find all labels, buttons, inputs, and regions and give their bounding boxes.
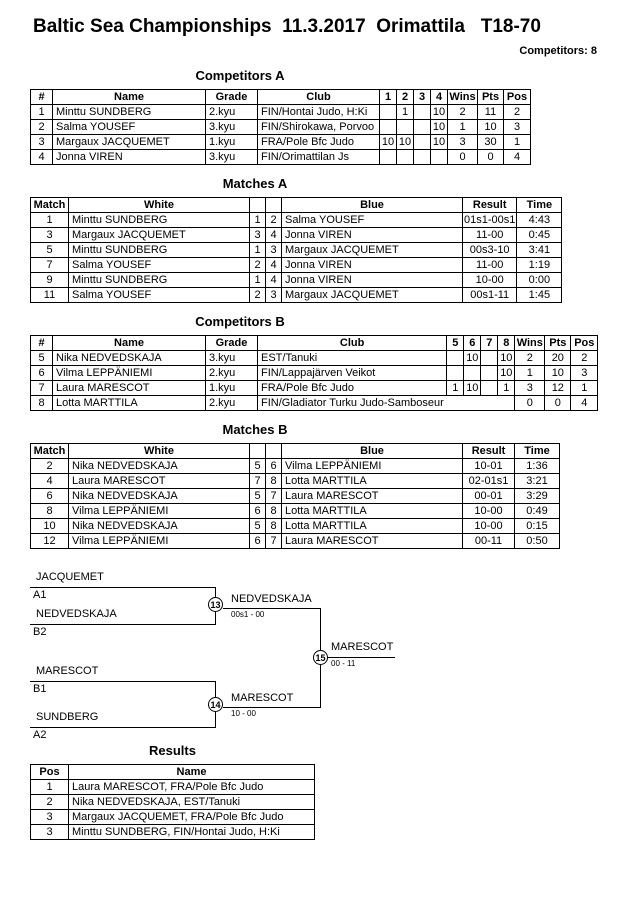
- col-header-wins: Wins: [516, 337, 543, 349]
- competitor-row: [31, 351, 598, 366]
- competitor-number: 8: [31, 396, 53, 411]
- competitor-grade: 3.kyu: [206, 351, 258, 366]
- competitor-name: Minttu SUNDBERG: [53, 105, 206, 120]
- competitor-grade: 3.kyu: [206, 150, 258, 165]
- score-vs-opp3: [414, 150, 431, 165]
- blue-competitor-number: 6: [266, 459, 282, 474]
- competitor-wins: 1: [515, 366, 545, 381]
- match-result: 01s1-00s1: [464, 214, 516, 226]
- matches-b-title: Matches B: [222, 422, 288, 437]
- blue-competitor-name: Salma YOUSEF: [282, 213, 463, 228]
- competitor-number: 2: [31, 120, 53, 135]
- result-competitor: Laura MARESCOT, FRA/Pole Bfc Judo: [69, 780, 315, 795]
- match-time: 4:43: [517, 213, 562, 228]
- competitor-row: [31, 135, 531, 150]
- competitor-pos: 2: [504, 105, 531, 120]
- score-vs-opp4: 10: [431, 120, 448, 135]
- match-time: 1:19: [517, 258, 562, 273]
- col-header-pts: Pts: [545, 336, 571, 351]
- blue-competitor-name: Lotta MARTTILA: [282, 474, 463, 489]
- score-vs-opp6: 10: [464, 381, 481, 396]
- match-row: [31, 213, 562, 228]
- competitor-club: FIN/Gladiator Turku Judo-Samboseur: [258, 396, 447, 411]
- white-competitor-name: Minttu SUNDBERG: [69, 243, 250, 258]
- competitor-wins: 1: [448, 120, 478, 135]
- match-time: 0:00: [517, 273, 562, 288]
- competitor-pos: 3: [504, 120, 531, 135]
- matches-a-title: Matches A: [222, 176, 288, 191]
- match-time: 3:21: [515, 474, 560, 489]
- bracket-match-score: 10 - 00: [231, 709, 256, 718]
- results-header-row: [31, 765, 315, 780]
- col-header-result: Result: [463, 444, 515, 459]
- col-header-opp8: 8: [498, 336, 515, 351]
- competitor-pts: 20: [545, 351, 571, 366]
- results-table: [30, 764, 315, 840]
- col-header-result: Result: [463, 198, 517, 213]
- match-result: 11-00: [463, 258, 517, 273]
- white-competitor-name: Salma YOUSEF: [69, 288, 250, 303]
- white-competitor-number: 1: [250, 213, 266, 228]
- blue-competitor-name: Margaux JACQUEMET: [282, 243, 463, 258]
- elimination-bracket: [0, 567, 630, 739]
- match-number: 12: [31, 534, 69, 549]
- match-row: [31, 243, 562, 258]
- col-header-opp4: 4: [431, 90, 448, 105]
- white-competitor-number: 5: [250, 519, 266, 534]
- matches-header-row: [31, 444, 560, 459]
- competitor-club: FRA/Pole Bfc Judo: [258, 381, 447, 396]
- match-time: 0:49: [515, 504, 560, 519]
- score-vs-opp5: [447, 396, 464, 411]
- matches-a-table: [30, 197, 562, 303]
- match-time: 0:50: [515, 534, 560, 549]
- score-vs-opp8: 1: [498, 381, 515, 396]
- col-header-blue: Blue: [282, 444, 463, 459]
- score-vs-opp1: 10: [380, 135, 397, 150]
- match-row: [31, 288, 562, 303]
- white-competitor-number: 2: [250, 258, 266, 273]
- result-competitor: Minttu SUNDBERG, FIN/Hontai Judo, H:Ki: [69, 825, 315, 840]
- competitor-row: [31, 150, 531, 165]
- score-vs-opp4: 10: [431, 105, 448, 120]
- match-time: 3:41: [517, 243, 562, 258]
- match-number: 6: [31, 489, 69, 504]
- score-vs-opp2: 10: [397, 135, 414, 150]
- score-vs-opp3: [414, 120, 431, 135]
- col-header-time: Time: [515, 444, 560, 459]
- white-competitor-name: Laura MARESCOT: [69, 474, 250, 489]
- score-vs-opp4: [431, 150, 448, 165]
- match-row: [31, 534, 560, 549]
- score-vs-opp3: [414, 105, 431, 120]
- result-position: 2: [31, 795, 69, 810]
- col-header-name: Name: [53, 336, 206, 351]
- match-row: [31, 519, 560, 534]
- bracket-match-score: 00 - 11: [331, 659, 356, 668]
- match-row: [31, 228, 562, 243]
- competitor-pos: 1: [571, 381, 598, 396]
- blue-competitor-number: 2: [266, 213, 282, 228]
- competitor-row: [31, 366, 598, 381]
- blue-competitor-name: Jonna VIREN: [282, 258, 463, 273]
- competitor-row: [31, 396, 598, 411]
- col-header-grade: Grade: [206, 90, 258, 105]
- white-competitor-name: Vilma LEPPÄNIEMI: [69, 534, 250, 549]
- bracket-line: [30, 587, 216, 588]
- score-vs-opp5: [447, 351, 464, 366]
- competitors-b-table: [30, 335, 598, 411]
- competitor-wins: 0: [448, 150, 478, 165]
- match-result: 00-01: [463, 489, 515, 504]
- match-number-badge: 14: [208, 697, 223, 712]
- col-header-pos: Pos: [571, 336, 598, 351]
- bracket-line: [30, 624, 216, 625]
- bracket-winner-name: MARESCOT: [231, 692, 294, 704]
- col-header-match: Match: [31, 444, 69, 459]
- blue-competitor-number: 4: [266, 228, 282, 243]
- competitor-number: 6: [31, 366, 53, 381]
- score-vs-opp7: [481, 366, 498, 381]
- matches-b-table: [30, 443, 560, 549]
- col-header-name: Name: [69, 765, 315, 780]
- blue-competitor-number: 3: [266, 243, 282, 258]
- score-vs-opp8: 10: [498, 351, 515, 366]
- match-result: 10-01: [463, 459, 515, 474]
- blue-competitor-name: Laura MARESCOT: [282, 534, 463, 549]
- match-row: [31, 489, 560, 504]
- result-position: 1: [31, 780, 69, 795]
- white-competitor-number: 5: [250, 489, 266, 504]
- competitor-grade: 3.kyu: [206, 120, 258, 135]
- col-header-white: White: [69, 444, 250, 459]
- match-time: 1:45: [517, 288, 562, 303]
- results-title: Results: [149, 743, 196, 758]
- competitor-wins: 3: [448, 135, 478, 150]
- blue-competitor-name: Jonna VIREN: [282, 273, 463, 288]
- score-vs-opp1: [380, 120, 397, 135]
- col-header-blue-number: [266, 198, 282, 213]
- match-number: 3: [31, 228, 69, 243]
- match-number: 10: [31, 519, 69, 534]
- bracket-line: [327, 657, 395, 658]
- score-vs-opp2: [397, 120, 414, 135]
- match-number: 5: [31, 243, 69, 258]
- competitor-row: [31, 105, 531, 120]
- result-row: [31, 825, 315, 840]
- competitor-name: Nika NEDVEDSKAJA: [53, 351, 206, 366]
- match-result: 10-00: [463, 504, 515, 519]
- competitors-header-row: [31, 90, 531, 105]
- competitor-name: Salma YOUSEF: [53, 120, 206, 135]
- bracket-line: [223, 707, 320, 708]
- match-result: 11-00: [463, 228, 517, 243]
- score-vs-opp8: [498, 396, 515, 411]
- competitor-name: Laura MARESCOT: [53, 381, 206, 396]
- competitor-pos: 1: [504, 135, 531, 150]
- match-number: 9: [31, 273, 69, 288]
- competitor-name: Jonna VIREN: [53, 150, 206, 165]
- result-position: 3: [31, 825, 69, 840]
- score-vs-opp7: [481, 396, 498, 411]
- bracket-competitor-name: NEDVEDSKAJA: [36, 608, 117, 620]
- competitor-club: FIN/Shirokawa, Porvoo: [258, 120, 380, 135]
- col-header-grade: Grade: [206, 336, 258, 351]
- score-vs-opp7: [481, 351, 498, 366]
- competitors-header-row: [31, 336, 598, 351]
- col-header-opp3: 3: [414, 90, 431, 105]
- match-number-badge: 13: [208, 597, 223, 612]
- white-competitor-name: Salma YOUSEF: [69, 258, 250, 273]
- competitor-pts: 10: [545, 366, 571, 381]
- white-competitor-name: Minttu SUNDBERG: [69, 213, 250, 228]
- blue-competitor-number: 8: [266, 504, 282, 519]
- col-header-opp7: 7: [481, 336, 498, 351]
- match-row: [31, 504, 560, 519]
- col-header-name: Name: [53, 90, 206, 105]
- matches-header-row: [31, 198, 562, 213]
- white-competitor-number: 1: [250, 243, 266, 258]
- competitor-pos: 4: [504, 150, 531, 165]
- competitor-row: [31, 381, 598, 396]
- competitor-number: 4: [31, 150, 53, 165]
- score-vs-opp6: [464, 366, 481, 381]
- competitor-number: 7: [31, 381, 53, 396]
- competitor-wins: 3: [515, 381, 545, 396]
- competitor-pts: 0: [545, 396, 571, 411]
- blue-competitor-number: 8: [266, 474, 282, 489]
- competitor-pts: 0: [478, 150, 504, 165]
- blue-competitor-name: Jonna VIREN: [282, 228, 463, 243]
- white-competitor-name: Nika NEDVEDSKAJA: [69, 519, 250, 534]
- competitor-wins: 2: [448, 105, 478, 120]
- col-header-opp5: 5: [447, 336, 464, 351]
- match-result: 10-00: [463, 519, 515, 534]
- col-header-pos: Pos: [31, 765, 69, 780]
- col-header-wins: Wins: [449, 91, 476, 103]
- match-result: 00s1-11: [463, 288, 517, 303]
- score-vs-opp6: 10: [464, 351, 481, 366]
- competitor-grade: 1.kyu: [206, 381, 258, 396]
- competitor-name: Vilma LEPPÄNIEMI: [53, 366, 206, 381]
- bracket-seed-label: A1: [33, 589, 47, 601]
- col-header-club: Club: [258, 336, 447, 351]
- competitor-row: [31, 120, 531, 135]
- col-header-opp1: 1: [380, 90, 397, 105]
- col-header-white-number: [250, 444, 266, 459]
- bracket-winner-name: NEDVEDSKAJA: [231, 593, 312, 605]
- match-row: [31, 258, 562, 273]
- match-row: [31, 273, 562, 288]
- bracket-seed-label: A2: [33, 729, 47, 741]
- result-competitor: Nika NEDVEDSKAJA, EST/Tanuki: [69, 795, 315, 810]
- match-time: 3:29: [515, 489, 560, 504]
- blue-competitor-number: 8: [266, 519, 282, 534]
- col-header-white: White: [69, 198, 250, 213]
- match-number: 7: [31, 258, 69, 273]
- white-competitor-name: Nika NEDVEDSKAJA: [69, 459, 250, 474]
- col-header-pts: Pts: [478, 90, 504, 105]
- score-vs-opp7: [481, 381, 498, 396]
- competitor-pts: 30: [478, 135, 504, 150]
- page-title: Baltic Sea Championships 11.3.2017 Orimattila T18-70: [33, 16, 541, 37]
- blue-competitor-number: 4: [266, 273, 282, 288]
- white-competitor-name: Vilma LEPPÄNIEMI: [69, 504, 250, 519]
- white-competitor-name: Minttu SUNDBERG: [69, 273, 250, 288]
- blue-competitor-name: Lotta MARTTILA: [282, 519, 463, 534]
- white-competitor-number: 3: [250, 228, 266, 243]
- competitor-number: 1: [31, 105, 53, 120]
- match-number: 4: [31, 474, 69, 489]
- competitor-pts: 10: [478, 120, 504, 135]
- white-competitor-number: 6: [250, 504, 266, 519]
- competitors-count-label: Competitors: 8: [519, 45, 597, 57]
- competitor-pos: 4: [571, 396, 598, 411]
- bracket-seed-label: B1: [33, 683, 47, 695]
- competitors-b-title: Competitors B: [195, 314, 285, 329]
- score-vs-opp5: 1: [447, 381, 464, 396]
- result-position: 3: [31, 810, 69, 825]
- competitor-wins: 2: [515, 351, 545, 366]
- competitor-club: FIN/Hontai Judo, H:Ki: [258, 105, 380, 120]
- blue-competitor-name: Lotta MARTTILA: [282, 504, 463, 519]
- score-vs-opp5: [447, 366, 464, 381]
- competitor-pos: 2: [571, 351, 598, 366]
- competitor-grade: 2.kyu: [206, 105, 258, 120]
- match-time: 1:36: [515, 459, 560, 474]
- bracket-competitor-name: SUNDBERG: [36, 711, 99, 723]
- bracket-competitor-name: JACQUEMET: [36, 571, 104, 583]
- bracket-seed-label: B2: [33, 626, 47, 638]
- match-time: 0:15: [515, 519, 560, 534]
- col-header-number: #: [31, 90, 53, 105]
- competitor-name: Margaux JACQUEMET: [53, 135, 206, 150]
- col-header-club: Club: [258, 90, 380, 105]
- blue-competitor-number: 4: [266, 258, 282, 273]
- blue-competitor-name: Margaux JACQUEMET: [282, 288, 463, 303]
- competitor-club: FIN/Orimattilan Js: [258, 150, 380, 165]
- bracket-line: [30, 727, 216, 728]
- white-competitor-name: Nika NEDVEDSKAJA: [69, 489, 250, 504]
- white-competitor-number: 6: [250, 534, 266, 549]
- blue-competitor-number: 3: [266, 288, 282, 303]
- score-vs-opp1: [380, 150, 397, 165]
- match-row: [31, 459, 560, 474]
- competitor-number: 5: [31, 351, 53, 366]
- blue-competitor-name: Vilma LEPPÄNIEMI: [282, 459, 463, 474]
- match-number-badge: 15: [313, 650, 328, 665]
- competitor-pts: 12: [545, 381, 571, 396]
- match-result: 00-11: [463, 534, 515, 549]
- bracket-line: [30, 681, 216, 682]
- bracket-winner-name: MARESCOT: [331, 641, 394, 653]
- result-competitor: Margaux JACQUEMET, FRA/Pole Bfc Judo: [69, 810, 315, 825]
- match-result: 02-01s1: [463, 474, 515, 489]
- col-header-pos: Pos: [504, 90, 531, 105]
- col-header-white-number: [250, 198, 266, 213]
- blue-competitor-name: Laura MARESCOT: [282, 489, 463, 504]
- competitor-wins: 0: [515, 396, 545, 411]
- bracket-line: [223, 608, 320, 609]
- result-row: [31, 810, 315, 825]
- match-number: 11: [31, 288, 69, 303]
- match-result: 10-00: [463, 273, 517, 288]
- col-header-blue: Blue: [282, 198, 463, 213]
- col-header-match: Match: [31, 198, 69, 213]
- competitor-club: FRA/Pole Bfc Judo: [258, 135, 380, 150]
- competitor-pos: 3: [571, 366, 598, 381]
- competitor-number: 3: [31, 135, 53, 150]
- competitor-name: Lotta MARTTILA: [53, 396, 206, 411]
- bracket-match-score: 00s1 - 00: [231, 610, 265, 619]
- score-vs-opp2: [397, 150, 414, 165]
- white-competitor-number: 2: [250, 288, 266, 303]
- result-row: [31, 795, 315, 810]
- col-header-opp2: 2: [397, 90, 414, 105]
- competitors-a-title: Competitors A: [195, 68, 285, 83]
- match-result: 00s3-10: [463, 243, 517, 258]
- match-time: 0:45: [517, 228, 562, 243]
- blue-competitor-number: 7: [266, 534, 282, 549]
- score-vs-opp2: 1: [397, 105, 414, 120]
- white-competitor-number: 1: [250, 273, 266, 288]
- score-vs-opp1: [380, 105, 397, 120]
- competitor-club: FIN/Lappajärven Veikot: [258, 366, 447, 381]
- match-number: 1: [31, 213, 69, 228]
- bracket-competitor-name: MARESCOT: [36, 665, 99, 677]
- competitors-a-table: [30, 89, 531, 165]
- score-vs-opp6: [464, 396, 481, 411]
- competitor-pts: 11: [478, 105, 504, 120]
- col-header-opp6: 6: [464, 336, 481, 351]
- col-header-time: Time: [517, 198, 562, 213]
- result-row: [31, 780, 315, 795]
- col-header-blue-number: [266, 444, 282, 459]
- score-vs-opp4: 10: [431, 135, 448, 150]
- competitor-grade: 1.kyu: [206, 135, 258, 150]
- competitor-grade: 2.kyu: [206, 366, 258, 381]
- match-number: 8: [31, 504, 69, 519]
- white-competitor-name: Margaux JACQUEMET: [69, 228, 250, 243]
- competitor-club: EST/Tanuki: [258, 351, 447, 366]
- competitor-grade: 2.kyu: [206, 396, 258, 411]
- col-header-number: #: [31, 336, 53, 351]
- score-vs-opp3: [414, 135, 431, 150]
- match-row: [31, 474, 560, 489]
- match-number: 2: [31, 459, 69, 474]
- blue-competitor-number: 7: [266, 489, 282, 504]
- white-competitor-number: 5: [250, 459, 266, 474]
- white-competitor-number: 7: [250, 474, 266, 489]
- score-vs-opp8: 10: [498, 366, 515, 381]
